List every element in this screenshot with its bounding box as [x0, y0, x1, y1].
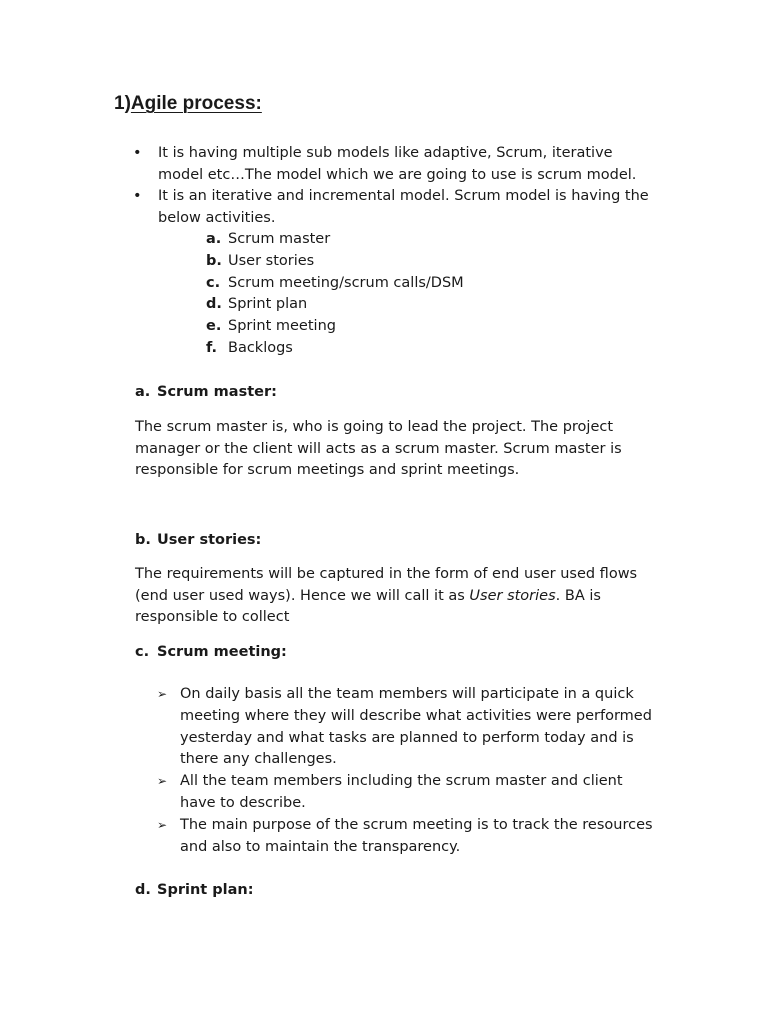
paragraph-line: manager or the client will acts as a scrum master. Scrum master is	[135, 440, 622, 457]
bullet-item	[130, 186, 690, 229]
section-letter: c.	[135, 644, 150, 660]
activity-item	[130, 316, 690, 338]
arrow-list-item	[135, 815, 695, 859]
paragraph-italic-term: User stories	[469, 587, 556, 604]
activity-label: Backlogs	[228, 339, 293, 356]
paragraph-text: . BA is	[555, 587, 601, 604]
activity-label: Sprint plan	[228, 296, 308, 313]
section-heading	[135, 879, 695, 901]
section-scrum-meeting	[135, 641, 695, 858]
arrow-bullet-icon: ➢	[157, 774, 168, 789]
arrow-list-item	[135, 771, 695, 815]
title-text: Agile process:	[130, 93, 262, 114]
section-paragraph	[135, 564, 695, 629]
activity-list-container	[130, 229, 690, 360]
activity-letter: c.	[206, 274, 221, 291]
bullet-item	[130, 143, 690, 186]
activity-letter: b.	[206, 252, 222, 269]
arrow-item-line: there any challenges.	[180, 751, 337, 768]
section-heading-text: User stories:	[157, 532, 262, 548]
section-heading	[135, 381, 695, 403]
arrow-bullet-icon: ➢	[157, 687, 168, 701]
title-number: 1)	[114, 93, 131, 114]
section-letter: b.	[135, 532, 151, 548]
activity-label: Scrum master	[228, 231, 331, 247]
paragraph-line: responsible for scrum meetings and sprint meetings.	[135, 462, 520, 478]
section-letter: a.	[135, 384, 151, 400]
paragraph-line	[135, 586, 695, 608]
activity-item	[130, 294, 690, 316]
intro-bullet-list	[130, 143, 690, 360]
paragraph-line: The requirements will be captured in the form of end user used flows	[135, 566, 638, 582]
section-user-stories	[135, 529, 695, 629]
activity-item	[130, 273, 690, 295]
arrow-item-line: All the team members including the scrum master and client	[180, 773, 623, 790]
arrow-bullet-icon: ➢	[157, 817, 168, 832]
arrow-item-line: meeting where they will describe what activities were performed	[180, 707, 652, 724]
activity-label: Scrum meeting/scrum calls/DSM	[228, 274, 464, 291]
activity-letter: a.	[206, 231, 222, 247]
paragraph-line: responsible to collect	[135, 609, 290, 625]
activity-letter: f.	[206, 339, 218, 356]
page-title	[114, 92, 262, 116]
section-heading	[135, 529, 695, 551]
activity-letter: d.	[206, 296, 222, 313]
section-heading	[135, 641, 695, 663]
bullet-line: model etc…The model which we are going to use is scrum model.	[158, 166, 637, 183]
paragraph-line: The scrum master is, who is going to lead the project. The project	[135, 419, 614, 435]
section-paragraph	[135, 417, 695, 482]
section-sprint-plan	[135, 879, 695, 901]
arrow-item-line: and also to maintain the transparency.	[180, 838, 461, 855]
section-scrum-master	[135, 381, 695, 482]
section-letter: d.	[135, 882, 151, 898]
activity-letter: e.	[206, 318, 222, 335]
arrow-item-line: The main purpose of the scrum meeting is to track the resources	[180, 816, 653, 833]
arrow-item-line: have to describe.	[180, 794, 306, 811]
bullet-line: It is an iterative and incremental model. Scrum model is having the	[158, 188, 649, 204]
bullet-line: It is having multiple sub models like adaptive, Scrum, iterative	[158, 145, 613, 161]
activity-list	[130, 229, 690, 360]
arrow-list-item	[135, 684, 695, 771]
arrow-item-line: On daily basis all the team members will participate in a quick	[180, 686, 634, 702]
section-heading-text: Scrum master:	[157, 384, 277, 400]
activity-item	[130, 338, 690, 360]
paragraph-text: (end user used ways). Hence we will call it as	[135, 587, 470, 604]
bullet-dot: •	[133, 188, 142, 204]
activity-label: Sprint meeting	[228, 318, 336, 335]
section-heading-text: Scrum meeting:	[157, 644, 287, 660]
arrow-list	[135, 684, 695, 858]
activity-label: User stories	[228, 252, 315, 269]
section-heading-text: Sprint plan:	[157, 882, 254, 898]
arrow-item-line: yesterday and what tasks are planned to perform today and is	[180, 729, 634, 746]
bullet-line: below activities.	[158, 209, 276, 226]
activity-item	[130, 229, 690, 251]
activity-item	[130, 251, 690, 273]
bullet-dot: •	[133, 145, 142, 161]
